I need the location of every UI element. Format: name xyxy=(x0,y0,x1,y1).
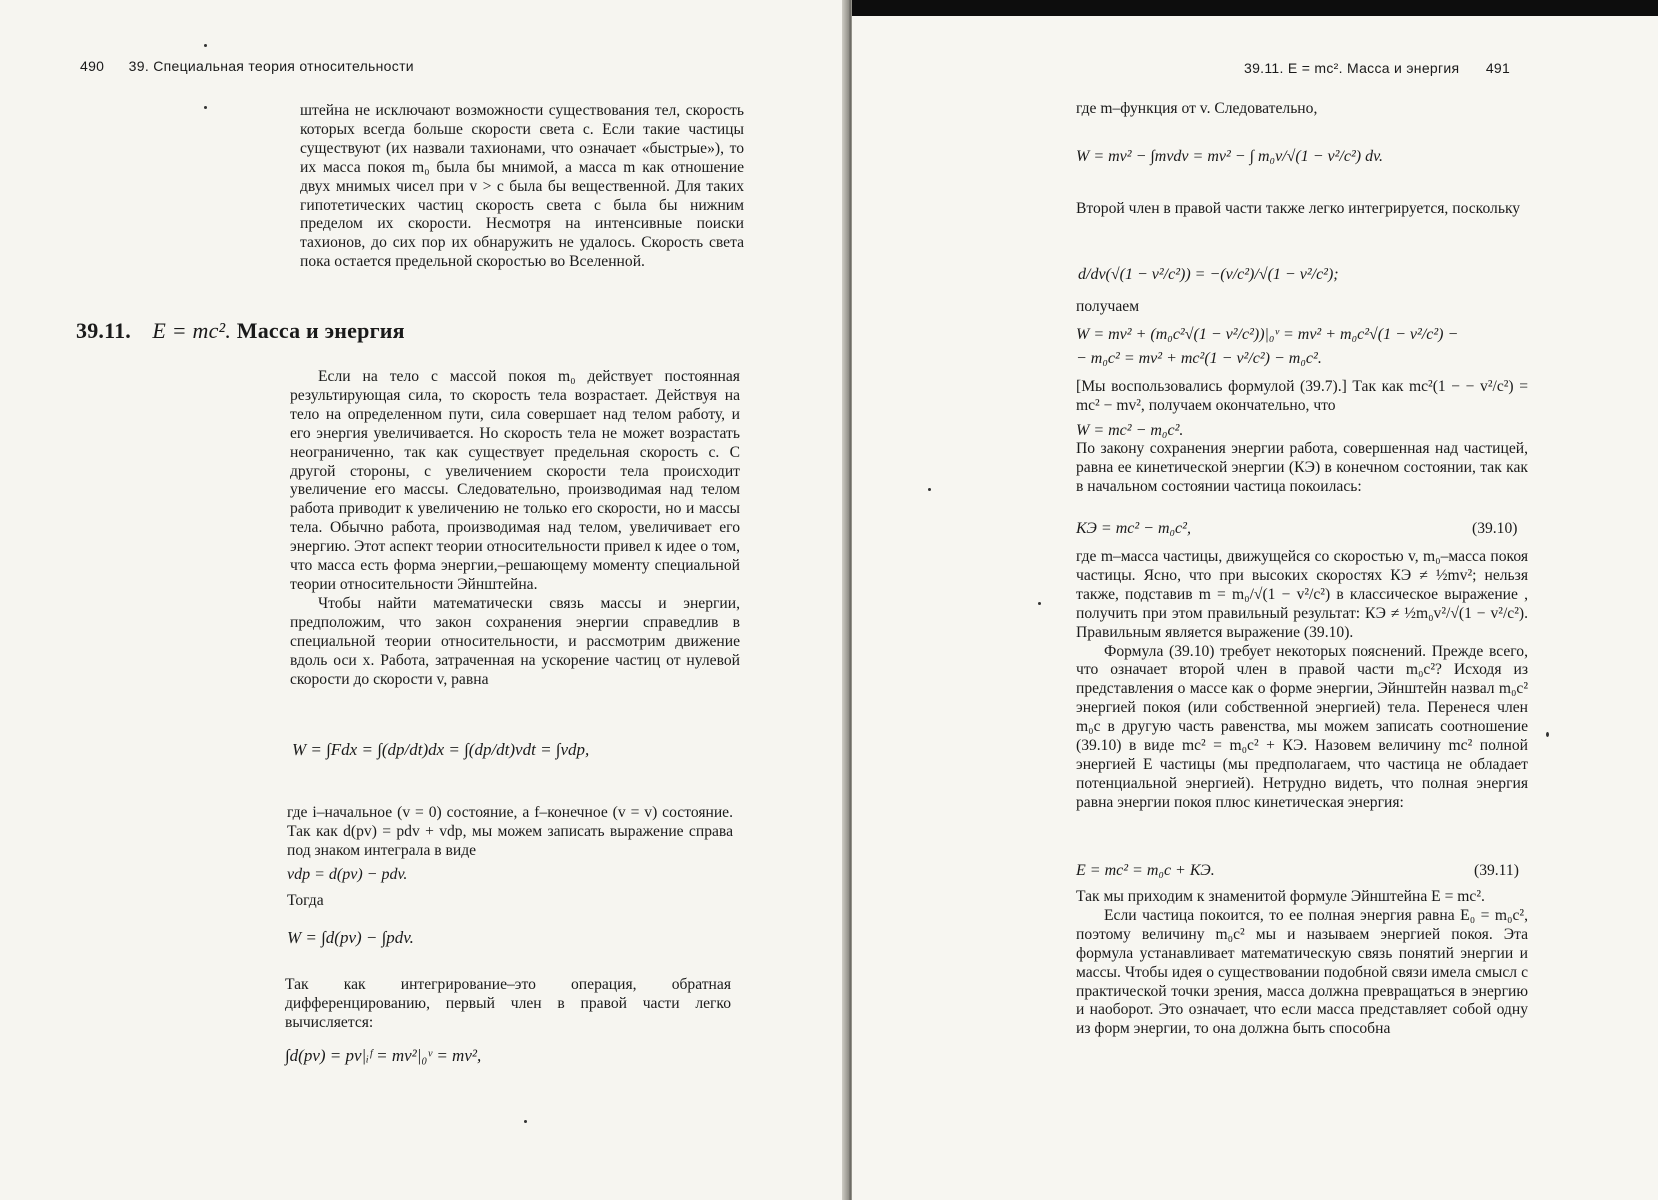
paragraph: Так мы приходим к знаменитой формуле Эйнштейна E = mc². xyxy=(1076,888,1485,905)
right-page-number: 491 xyxy=(1485,60,1511,76)
left-page-number: 490 xyxy=(80,58,105,74)
equation-total-energy: E = mc² = m₀c + КЭ. xyxy=(1076,862,1215,879)
paragraph: Если на тело с массой покоя m₀ действует постоянная результирующая сила, то скорость тела возрастает. Действуя на тело на определенном пути, сила совершает над телом работу, и его энергия увеличивается. Но скорость тела не может возрастать неограниченно, так как существует предельная скорость c. С другой стороны, с увеличением скорости тела происходит увеличение его массы. Следовательно, производимая над телом работа приводит к увеличению не только его скорости, но и массы тела. Обычно работа, производимая над телом, увеличивает его энергию. Этот аспект теории относительности привел к идее о том, что масса есть форма энергии,–решающему моменту специальной теории относительности Эйнштейна. xyxy=(290,368,740,593)
intro-paragraph: штейна не исключают возможности существования тел, скорость которых всегда больше скорости света c. Если такие частицы существуют (их назвали тахионами, что означает «быстрые»), то их масса покоя m₀ была бы мнимой, а масса m как отношение двух мнимых чисел при v > c была бы вещественной. Для таких гипотетических частиц скорость света c была бы нижним пределом их скорости. Несмотря на интенсивные поиски тахионов, до сих пор их обнаружить не удалось. Скорость света пока остается предельной скоростью во Вселенной. xyxy=(300,102,744,271)
equation-w-split: W = ∫d(pv) − ∫pdv. xyxy=(287,928,414,947)
scan-speck xyxy=(204,106,207,109)
equation-number-39-11: (39.11) xyxy=(1474,862,1519,879)
right-page-header xyxy=(1244,60,1510,76)
section-number: 39.11. xyxy=(76,318,131,343)
equation-number-39-10: (39.10) xyxy=(1472,520,1518,537)
equation-w-result-1: W = mv² + (m₀c²√(1 − v²/c²))|₀ᵛ = mv² + m₀c²√(1 − v²/c²) − xyxy=(1076,326,1459,343)
left-body-text-2 xyxy=(287,804,733,861)
equation-w-result-2: − m₀c² = mv² + mc²(1 − v²/c²) − m₀c². xyxy=(1076,350,1322,367)
scan-speck xyxy=(928,488,931,491)
paragraph: где i–начальное (v = 0) состояние, а f–конечное (v = v) состояние. Так как d(pv) = pdv + vdp, мы можем записать выражение справа под знаком интеграла в виде xyxy=(287,804,733,859)
paragraph: где m–масса частицы, движущейся со скоростью v, m₀–масса покоя частицы. Ясно, что при высоких скоростях КЭ ≠ ½mv²; нельзя также, подставив m = m₀/√(1 − v²/c²) в классическое выражение , получить при этом правильный результат: КЭ ≠ ½m₀v²/√(1 − v²/c²). Правильным является выражение (39.10). xyxy=(1076,548,1528,641)
equation-kinetic-energy: КЭ = mc² − m₀c², xyxy=(1076,520,1191,537)
paragraph: Второй член в правой части также легко интегрируется, поскольку xyxy=(1076,200,1521,217)
right-page xyxy=(852,16,1658,1200)
paragraph: [Мы воспользовались формулой (39.7).] Так как mc²(1 − − v²/c²) = mc² − mv², получаем окончательно, что xyxy=(1076,378,1528,414)
right-body-text-2 xyxy=(1076,378,1528,416)
equation-vdp: vdp = d(pv) − pdv. xyxy=(287,866,408,883)
equation-w-final: W = mc² − m₀c². xyxy=(1076,422,1184,439)
equation-w-integral: W = mv² − ∫mvdv = mv² − ∫ m₀v/√(1 − v²/c²) dv. xyxy=(1076,148,1383,165)
left-body-text xyxy=(290,368,740,689)
scan-speck xyxy=(1038,602,1041,605)
right-line-1: где m–функция от v. Следовательно, xyxy=(1076,100,1318,117)
scan-speck xyxy=(1546,732,1549,737)
paragraph: По закону сохранения энергии работа, совершенная над частицей, равна ее кинетической энергии (КЭ) в конечном состоянии, так как в начальном состоянии частица покоилась: xyxy=(1076,440,1528,495)
scan-edge xyxy=(852,0,1658,16)
scan-speck xyxy=(524,1120,527,1123)
got-label: получаем xyxy=(1076,298,1140,315)
section-heading xyxy=(76,318,405,344)
paragraph: Так как интегрирование–это операция, обратная дифференцированию, первый член в правой части легко вычисляется: xyxy=(285,976,731,1031)
section-title: Масса и энергия xyxy=(236,318,405,343)
then-label: Тогда xyxy=(287,892,324,909)
left-chapter-title: 39. Специальная теория относительности xyxy=(128,58,414,74)
paragraph: Формула (39.10) требует некоторых пояснений. Прежде всего, что означает второй член в правой части m₀c²? Исходя из представления о массе как о форме энергии, Эйнштейн назвал m₀c² энергией покоя (или собственной энергией) тела. Перенеся член m₀c в другую часть равенства, мы можем записать соотношение (39.10) в виде mc² = m₀c² + КЭ. Назовем величину mc² полной энергией E частицы (мы предполагаем, что частица не обладает потенциальной энергией). Нетрудно видеть, что полная энергия равна энергии покоя плюс кинетическая энергия: xyxy=(1076,642,1528,811)
right-body-text-3 xyxy=(1076,440,1528,497)
right-body-text-4 xyxy=(1076,548,1528,813)
equation-derivative: d/dv(√(1 − v²/c²)) = −(v/c²)/√(1 − v²/c²); xyxy=(1078,266,1339,283)
scan-speck xyxy=(204,44,207,47)
equation-work-integral: W = ∫Fdx = ∫(dp/dt)dx = ∫(dp/dt)vdt = ∫vdp, xyxy=(292,740,590,759)
right-body-text-1 xyxy=(1076,200,1528,219)
right-header-section: 39.11. E = mc². Масса и энергия xyxy=(1244,60,1460,76)
left-page-header xyxy=(80,58,414,74)
equation-integral-pv: ∫d(pv) = pv|ᵢᶠ = mv²|₀ᵛ = mv², xyxy=(285,1046,482,1065)
paragraph: Если частица покоится, то ее полная энергия равна E₀ = m₀c², поэтому величину m₀c² мы и называем энергией покоя. Эта формула устанавливает математическую связь понятий энергии и массы. Чтобы идея о существовании подобной связи имела смысл с практической точки зрения, масса должна превращаться в энергию и наоборот. Это означает, что если масса представляет собой одну из форм энергии, то она должна быть способна xyxy=(1076,906,1528,1038)
paragraph: Чтобы найти математически связь массы и энергии, предположим, что закон сохранения энергии справедлив в специальной теории относительности, и рассмотрим движение вдоль оси x. Работа, затраченная на ускорение частиц от нулевой скорости до скорости v, равна xyxy=(290,594,740,688)
right-body-text-5 xyxy=(1076,888,1528,1039)
section-formula: E = mc². xyxy=(152,318,232,343)
left-body-text-3 xyxy=(285,976,731,1033)
